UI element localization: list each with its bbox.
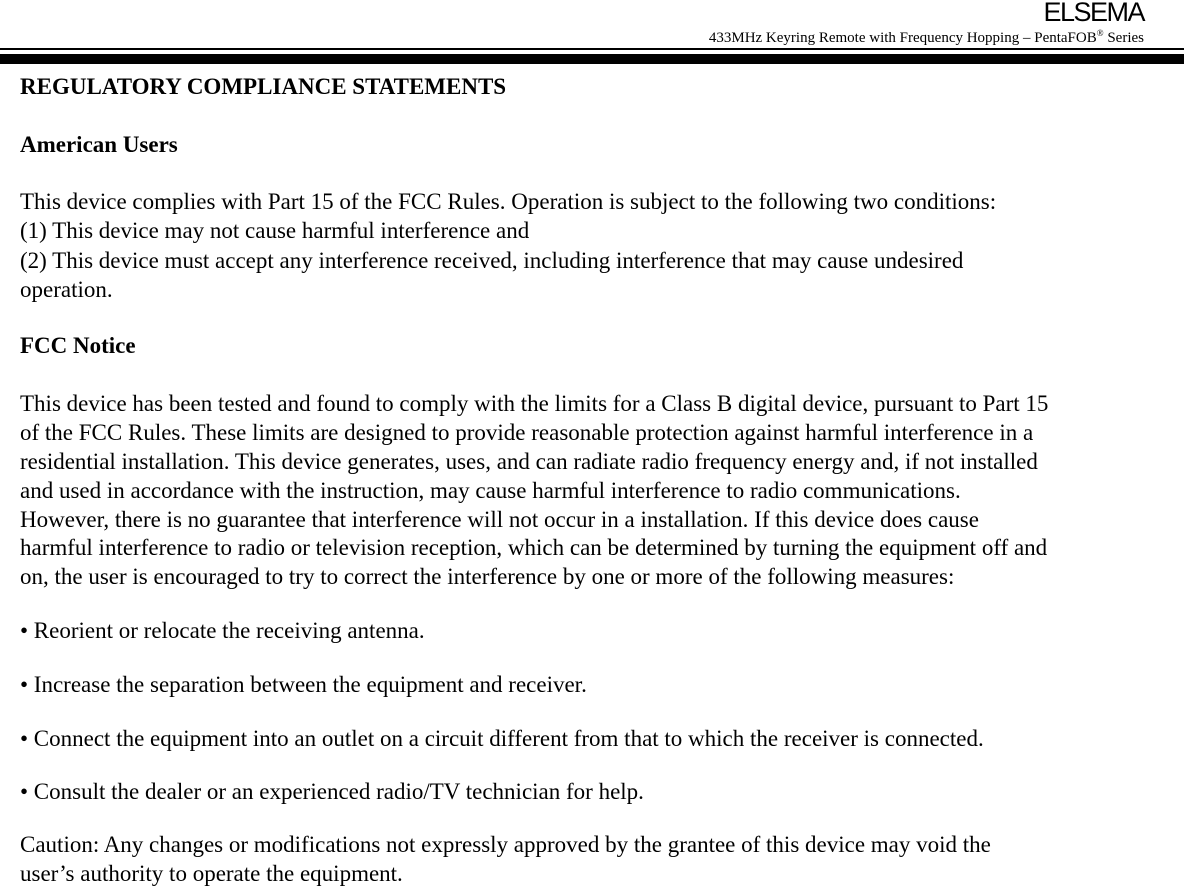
paragraph-line: However, there is no guarantee that interference will not occur in a installation. If this device does cause	[20, 507, 979, 532]
bullet-item: • Reorient or relocate the receiving antenna.	[20, 618, 425, 643]
paragraph-line: harmful interference to radio or television reception, which can be determined by turning the equipment off and	[20, 535, 1048, 560]
section-heading-american-users: American Users	[20, 132, 178, 157]
bullet-item: • Increase the separation between the equipment and receiver.	[20, 672, 587, 697]
header-rule-thin	[0, 48, 1184, 50]
paragraph-line: This device has been tested and found to comply with the limits for a Class B digital device, pursuant to Part 15	[20, 391, 1049, 416]
bullet-item: • Consult the dealer or an experienced radio/TV technician for help.	[20, 779, 644, 804]
brand-logo: ELSEMA	[1043, 0, 1144, 27]
bullet-item: • Connect the equipment into an outlet on a circuit different from that to which the receiver is connected.	[20, 726, 984, 751]
paragraph-line: on, the user is encouraged to try to correct the interference by one or more of the following measures:	[20, 564, 955, 589]
page-header	[0, 0, 1184, 66]
paragraph-line: (1) This device may not cause harmful interference and	[20, 218, 530, 243]
header-rule-thick	[0, 54, 1184, 64]
paragraph-line: residential installation. This device generates, uses, and can radiate radio frequency energy and, if not installed	[20, 449, 1038, 474]
paragraph-line: operation.	[20, 277, 113, 302]
paragraph-line: of the FCC Rules. These limits are designed to provide reasonable protection against harmful interference in a	[20, 420, 1034, 445]
registered-mark: ®	[1096, 28, 1104, 38]
caution-line: Caution: Any changes or modifications not expressly approved by the grantee of this device may void the	[20, 832, 991, 857]
subtitle-tail: Series	[1103, 30, 1144, 46]
paragraph-line: This device complies with Part 15 of the FCC Rules. Operation is subject to the following two conditions:	[20, 189, 997, 214]
subtitle-main: 433MHz Keyring Remote with Frequency Hopping – PentaFOB	[708, 30, 1097, 46]
paragraph-line: (2) This device must accept any interference received, including interference that may cause undesired	[20, 248, 964, 273]
caution-line: user’s authority to operate the equipment.	[20, 861, 403, 886]
page-title: REGULATORY COMPLIANCE STATEMENTS	[20, 74, 507, 99]
product-subtitle	[709, 30, 1144, 47]
section-heading-fcc-notice: FCC Notice	[20, 333, 136, 358]
paragraph-line: and used in accordance with the instruction, may cause harmful interference to radio communications.	[20, 478, 961, 503]
